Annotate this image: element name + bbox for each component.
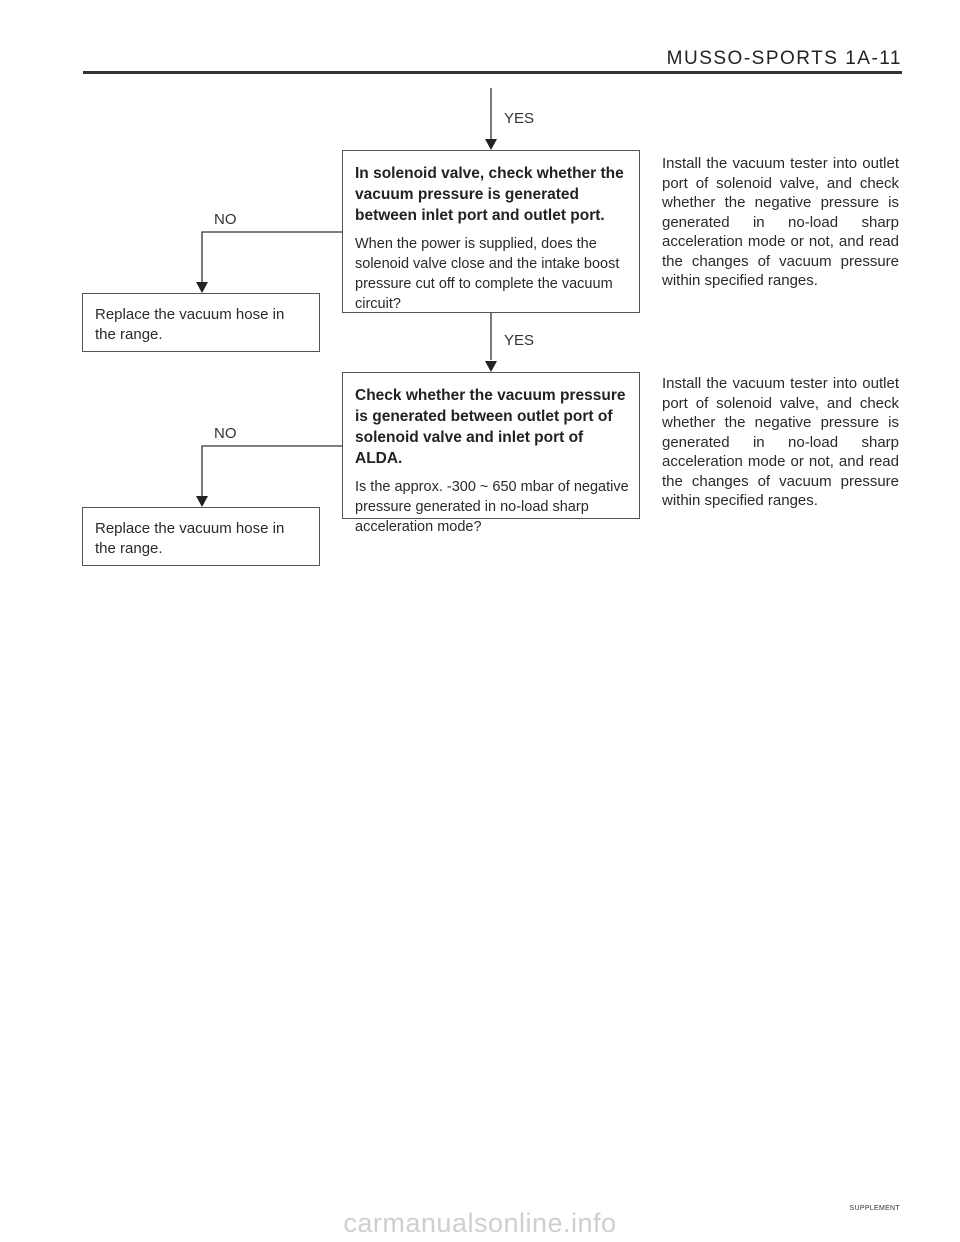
no-label-1: NO xyxy=(214,211,237,228)
decision-box-2 xyxy=(342,372,640,535)
instruction-note-1: Install the vacuum tester into outlet port of solenoid valve, and check whether the negative pressure is generated in no-load sharp acceleration mode or not, and read the changes of vacuum pressure within specified ranges. xyxy=(662,155,899,289)
action-text-2: Replace the vacuum hose in the range. xyxy=(95,520,285,557)
decision-detail-1: When the power is supplied, does the solenoid valve close and the intake boost pressure cut off to complete the vacuum circuit? xyxy=(355,236,620,312)
no-arrowhead-1 xyxy=(196,282,208,293)
no-label-2: NO xyxy=(214,425,237,442)
yes-arrowhead-2 xyxy=(485,361,497,372)
yes-arrowhead-1 xyxy=(485,139,497,150)
no-connector-1 xyxy=(202,232,342,283)
action-text-1: Replace the vacuum hose in the range. xyxy=(95,306,285,343)
action-box-2 xyxy=(82,507,320,566)
decision-detail-2: Is the approx. -300 ~ 650 mbar of negative pressure generated in no-load sharp acceleration mode? xyxy=(355,479,629,535)
no-arrowhead-2 xyxy=(196,496,208,507)
instruction-note-2: Install the vacuum tester into outlet port of solenoid valve, and check whether the negative pressure is generated in no-load sharp acceleration mode or not, and read the changes of vacuum pressure within specified ranges. xyxy=(662,375,899,509)
no-connector-2 xyxy=(202,446,342,496)
decision-question-2: Check whether the vacuum pressure is generated between outlet port of solenoid valve and inlet port of ALDA. xyxy=(355,387,626,467)
supplement-label: SUPPLEMENT xyxy=(849,1205,900,1212)
page-header-title: MUSSO-SPORTS 1A-11 xyxy=(666,48,902,69)
watermark: carmanualsonline.info xyxy=(343,1208,617,1238)
yes-label-1: YES xyxy=(504,110,535,127)
action-box-1 xyxy=(82,293,320,352)
yes-label-2: YES xyxy=(504,332,535,349)
decision-question-1: In solenoid valve, check whether the vacuum pressure is generated between inlet port and outlet port. xyxy=(355,165,624,224)
decision-box-1 xyxy=(342,150,640,313)
